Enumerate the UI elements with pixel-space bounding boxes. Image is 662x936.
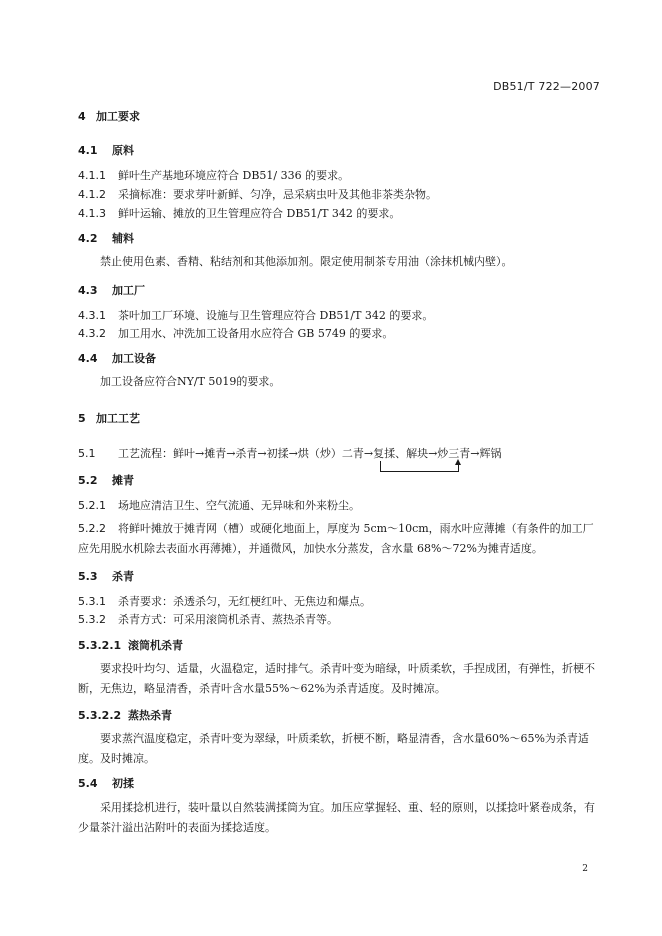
section-title: 摊青 (112, 474, 134, 487)
section-title: 加工要求 (96, 110, 140, 123)
clause-text: 将鲜叶摊放于摊青网（槽）或硬化地面上，厚度为 5cm～10cm，雨水叶应薄摊（有条件的加工厂应先用脱水机除去表面水再薄摊），并通微风，加快水分蒸发，含水量 68%～72%为摊青适度。 (78, 522, 594, 555)
clause-5-2-2 (78, 519, 598, 559)
section-title: 杀青 (112, 570, 134, 583)
section-5-2-heading (78, 472, 134, 488)
section-5-4-heading (78, 775, 134, 791)
paragraph-4-4: 加工设备应符合NY/T 5019的要求。 (100, 375, 281, 388)
process-loop-baseline (380, 471, 459, 472)
clause-number: 5.2.1 (78, 499, 106, 512)
section-number: 4.1 (78, 144, 98, 157)
clause-text: 杀青方式：可采用滚筒机杀青、蒸热杀青等。 (118, 613, 338, 626)
clause-text: 加工用水、冲洗加工设备用水应符合 GB 5749 的要求。 (118, 327, 394, 340)
clause-number: 5.1 (78, 447, 96, 460)
clause-number: 5.3.2 (78, 613, 106, 626)
clause-4-1-2 (78, 186, 437, 202)
section-4-1-heading (78, 142, 134, 158)
page-number: 2 (582, 864, 588, 874)
clause-4-3-1 (78, 307, 433, 323)
clause-4-1-1 (78, 167, 349, 183)
process-loop-right-tick (458, 464, 459, 472)
section-4-4-heading (78, 350, 156, 366)
section-number: 4.3 (78, 284, 98, 297)
section-number: 5.2 (78, 474, 98, 487)
section-title: 滚筒机杀青 (128, 639, 183, 652)
section-4-heading (78, 108, 140, 124)
clause-5-3-2 (78, 611, 338, 627)
clause-text: 场地应清洁卫生、空气流通、无异味和外来粉尘。 (118, 499, 360, 512)
clause-number: 4.3.1 (78, 309, 106, 322)
section-title: 加工设备 (112, 352, 156, 365)
section-title: 加工厂 (112, 284, 145, 297)
section-title: 原料 (112, 144, 134, 157)
section-5-3-heading (78, 568, 134, 584)
section-4-3-heading (78, 282, 145, 298)
section-number: 5.3 (78, 570, 98, 583)
section-number: 4 (78, 110, 86, 123)
clause-5-3-1 (78, 593, 371, 609)
paragraph-4-2: 禁止使用色素、香精、粘结剂和其他添加剂。限定使用制茶专用油（涂抹机械内壁）。 (100, 255, 513, 268)
section-5-3-2-1-heading (78, 637, 183, 653)
section-number: 5.4 (78, 777, 98, 790)
section-number: 5 (78, 412, 86, 425)
clause-number: 4.3.2 (78, 327, 106, 340)
section-5-heading (78, 410, 140, 426)
section-4-2-heading (78, 230, 134, 246)
section-title: 辅料 (112, 232, 134, 245)
clause-number: 5.3.1 (78, 595, 106, 608)
clause-4-3-2 (78, 325, 393, 341)
section-title: 加工工艺 (96, 412, 140, 425)
standard-code: DB51/T 722—2007 (493, 80, 600, 93)
section-number: 5.3.2.2 (78, 709, 122, 722)
section-title: 蒸热杀青 (128, 709, 172, 722)
section-number: 4.4 (78, 352, 98, 365)
clause-number: 5.2.2 (78, 522, 106, 535)
clause-5-2-1 (78, 497, 360, 513)
paragraph-5-3-2-2: 要求蒸汽温度稳定，杀青叶变为翠绿，叶质柔软，折梗不断，略显清香，含水量60%～65%为杀青适度。及时摊凉。 (78, 732, 589, 765)
clause-number: 4.1.2 (78, 188, 106, 201)
section-number: 5.3.2.1 (78, 639, 122, 652)
clause-text: 杀青要求：杀透杀匀，无红梗红叶、无焦边和爆点。 (118, 595, 371, 608)
clause-number: 4.1.1 (78, 169, 106, 182)
section-5-3-2-2-heading (78, 707, 172, 723)
section-number: 4.2 (78, 232, 98, 245)
clause-number: 4.1.3 (78, 207, 106, 220)
section-title: 初揉 (112, 777, 134, 790)
clause-5-1-process-flow (78, 445, 502, 461)
clause-text: 采摘标准：要求芽叶新鲜、匀净，忌采病虫叶及其他非茶类杂物。 (118, 188, 437, 201)
clause-text: 工艺流程：鲜叶→摊青→杀青→初揉→烘（炒）二青→复揉、解块→炒三青→辉锅 (118, 447, 502, 460)
clause-text: 茶叶加工厂环境、设施与卫生管理应符合 DB51/T 342 的要求。 (118, 309, 434, 322)
paragraph-5-3-2-1: 要求投叶均匀、适量，火温稳定，适时排气。杀青叶变为暗绿，叶质柔软，手捏成团，有弹性，折梗不断，无焦边，略显清香，杀青叶含水量55%～62%为杀青适度。及时摊凉。 (78, 662, 595, 695)
clause-4-1-3 (78, 205, 400, 221)
process-loop-arrowhead (455, 459, 461, 465)
paragraph-5-4: 采用揉捻机进行，装叶量以自然装满揉筒为宜。加压应掌握轻、重、轻的原则，以揉捻叶紧卷成条，有少量茶汁溢出沾附叶的表面为揉捻适度。 (78, 801, 595, 834)
clause-text: 鲜叶生产基地环境应符合 DB51/ 336 的要求。 (118, 169, 350, 182)
clause-text: 鲜叶运输、摊放的卫生管理应符合 DB51/T 342 的要求。 (118, 207, 401, 220)
